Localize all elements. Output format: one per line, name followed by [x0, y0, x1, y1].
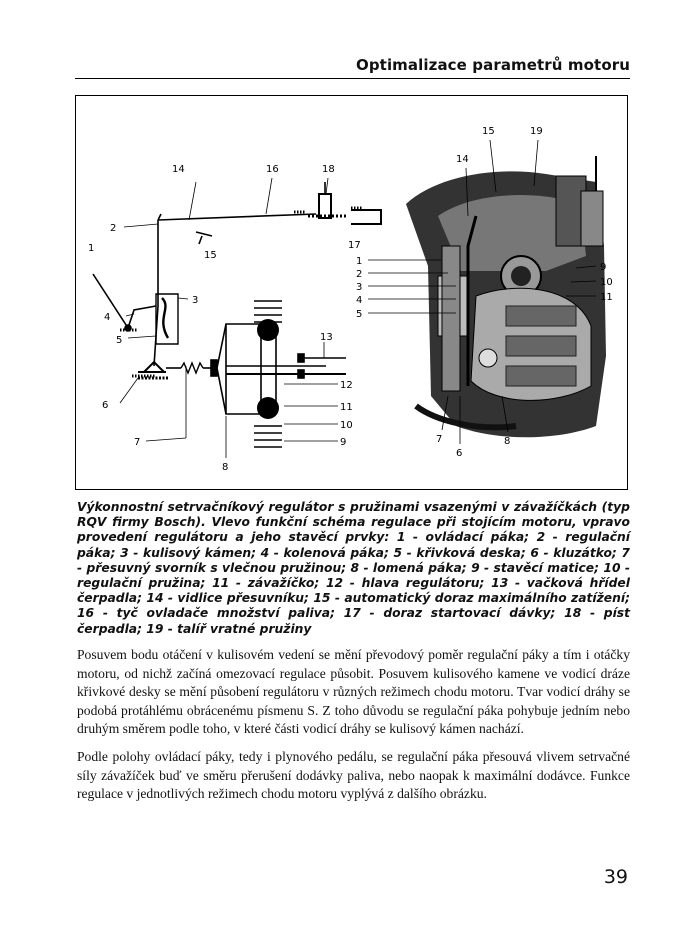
- fig-label-left-18: 18: [322, 164, 335, 175]
- header-rule: [75, 78, 630, 79]
- fig-label-right-15: 15: [482, 126, 495, 137]
- fig-label-left-11: 11: [340, 402, 353, 413]
- governor-cutaway-illustration: [368, 140, 606, 444]
- fig-label-right-8: 8: [504, 436, 511, 447]
- fig-label-right-11: 11: [600, 292, 613, 303]
- figure-caption: Výkonnostní setrvačníkový regulátor s pružinami vsazenými v závažíčkách (typ RQV firmy Bosch). Vlevo funkční schéma regulace při stojícím motoru, vpravo provedení regulátoru a jeho stavěcí prvky: 1 - ovládací páka; 2 - regulační páka; 3 - kulisový kámen; 4 - kolenová páka; 5 - křivková deska; 6 - kluzátko; 7 - přesuvný svorník s vlečnou pružinou; 8 - lomená páka; 9 - stavěcí matice; 10 - regulační pružina; 11 - závažíčko; 12 - hlava regulátoru; 13 - vačková hřídel čerpadla; 14 - vidlice přesuvníku; 15 - automatický doraz maximálního zatížení; 16 - tyč ovladače množství paliva; 17 - doraz startovací dávky; 18 - píst čerpadla; 19 - talíř vratné pružiny: [77, 500, 630, 636]
- fig-label-left-3: 3: [192, 295, 199, 306]
- fig-label-left-7: 7: [134, 437, 141, 448]
- fig-label-left-14: 14: [172, 164, 185, 175]
- fig-label-right-10: 10: [600, 277, 613, 288]
- running-header: Optimalizace parametrů motoru: [355, 56, 630, 74]
- flyweight-upper: [257, 319, 279, 341]
- fig-label-right-5: 5: [356, 309, 363, 320]
- figure-frame: [75, 95, 628, 490]
- fig-label-right-14: 14: [456, 154, 469, 165]
- fig-label-left-9: 9: [340, 437, 347, 448]
- fig-label-left-16: 16: [266, 164, 279, 175]
- fig-label-left-12: 12: [340, 380, 353, 391]
- fig-label-left-13: 13: [320, 332, 333, 343]
- body-paragraph-2: Podle polohy ovládací páky, tedy i plynového pedálu, se regulační páka přesouvá vlivem setrvačné síly závažíček buď ve směru přerušení dodávky paliva, nebo naopak k maximální dodávce. Funkce regulace v jednotlivých režimech chodu motoru vyplývá z dalšího obrázku.: [77, 748, 630, 802]
- body-text: [77, 646, 630, 813]
- governor-figure: [76, 96, 629, 491]
- fig-label-right-3: 3: [356, 282, 363, 293]
- fig-label-left-8: 8: [222, 462, 229, 473]
- fig-label-left-4: 4: [104, 312, 111, 323]
- schematic-diagram: [93, 178, 381, 458]
- body-paragraph-1: Posuvem bodu otáčení v kulisovém vedení se mění převodový poměr regulační páky a tím i otáčky motoru, od nichž začíná omezovací regulace působit. Posuvem kulisového kamene ve vodicí dráze křivkové desky se mění působení regulátoru v různých režimech chodu motoru. Tvar vodicí dráhy se podobá protáhlému obrácenému písmenu S. Z toho důvodu se regulační páka pohybuje jedním nebo druhým směrem podle toho, v které části vodicí dráhy se kulisový kámen nachází.: [77, 647, 630, 737]
- fig-label-left-5: 5: [116, 335, 123, 346]
- fig-label-right-1: 1: [356, 256, 363, 267]
- fig-label-right-2: 2: [356, 269, 363, 280]
- flyweight-lower: [257, 397, 279, 419]
- fig-label-left-6: 6: [102, 400, 109, 411]
- fig-label-left-1: 1: [88, 243, 95, 254]
- fig-label-right-19: 19: [530, 126, 543, 137]
- fig-label-left-10: 10: [340, 420, 353, 431]
- fig-label-right-6: 6: [456, 448, 463, 459]
- fig-label-right-4: 4: [356, 295, 363, 306]
- page-number: 39: [603, 866, 628, 888]
- fig-label-right-7: 7: [436, 434, 443, 445]
- fig-label-right-9: 9: [600, 262, 607, 273]
- fig-label-left-17: 17: [348, 240, 361, 251]
- fig-label-left-15: 15: [204, 250, 217, 261]
- fig-label-left-2: 2: [110, 223, 117, 234]
